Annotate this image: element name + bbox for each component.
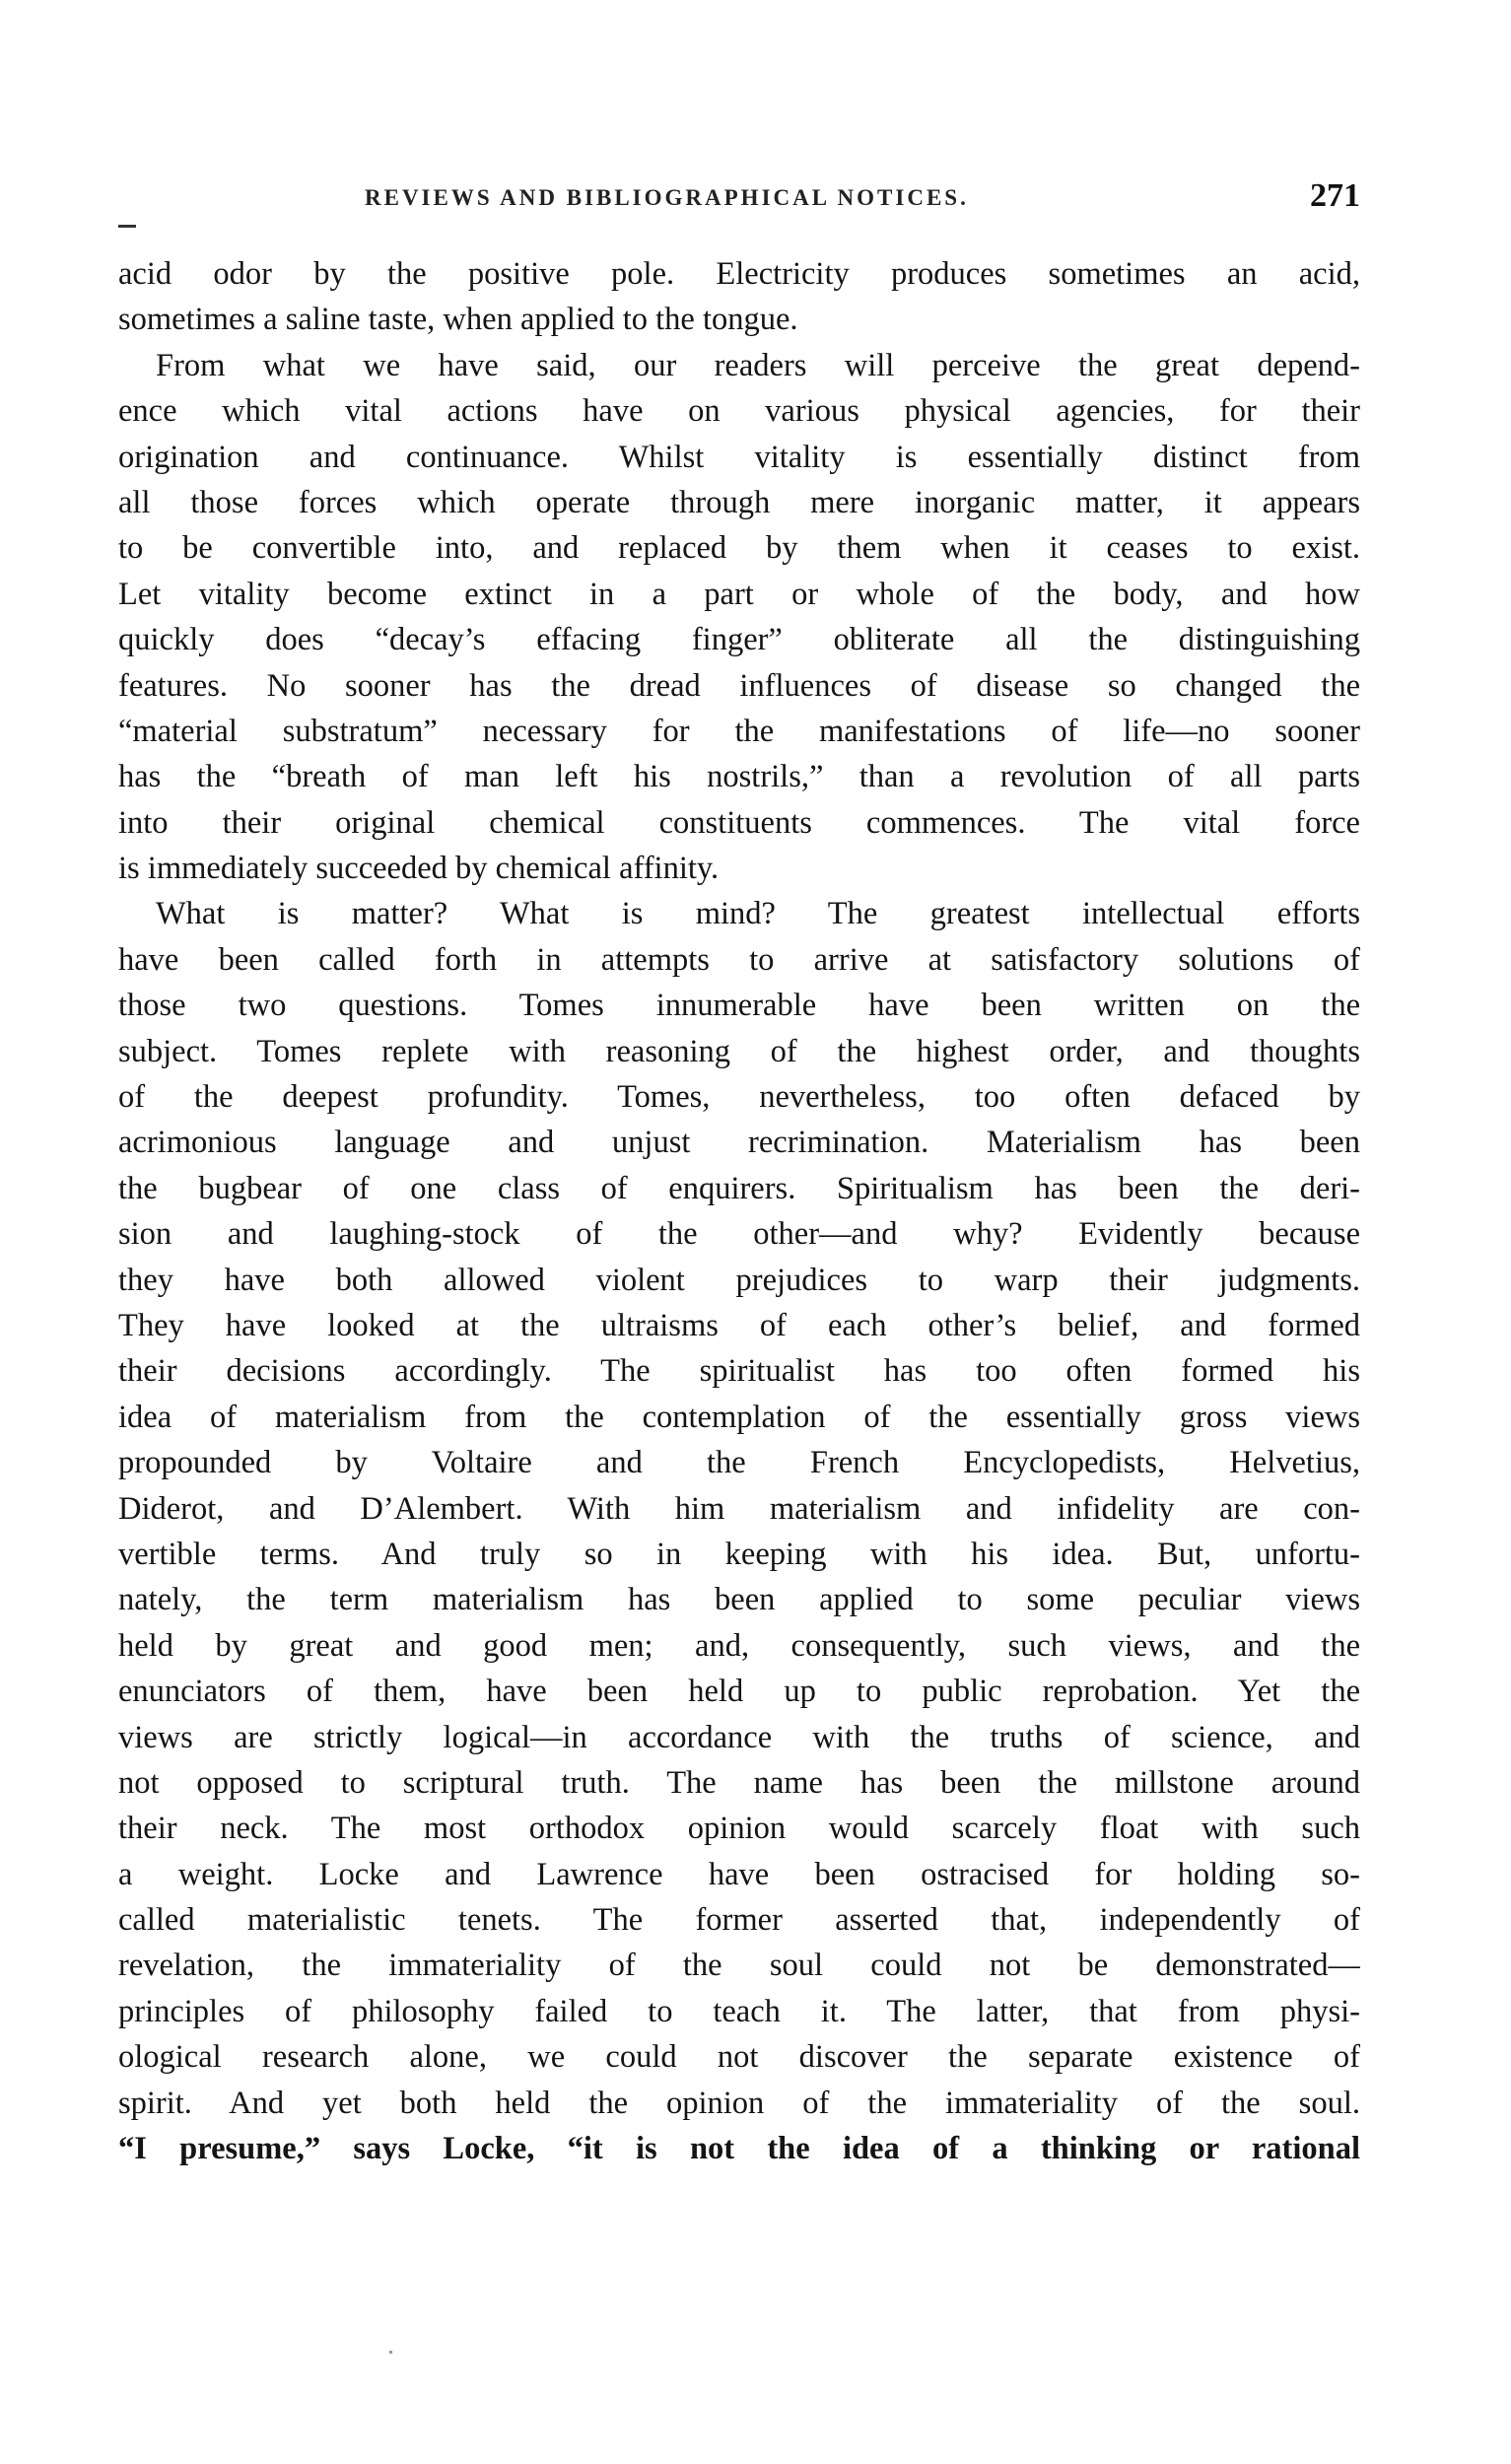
text-line: ological research alone, we could not discover the separate existence of: [118, 2039, 1360, 2076]
text-line: into their original chemical constituents commences. The vital force: [118, 804, 1360, 841]
text-line: views are strictly logical—in accordance with the truths of science, and: [118, 1719, 1360, 1755]
text-line: What is matter? What is mind? The greatest intellectual efforts: [156, 896, 1360, 932]
page-number: 271: [1310, 177, 1360, 214]
text-line: spirit. And yet both held the opinion of the immateriality of the soul.: [118, 2085, 1360, 2121]
text-line: Let vitality become extinct in a part or whole of the body, and how: [118, 576, 1360, 612]
text-line: acid odor by the positive pole. Electricity produces sometimes an acid,: [118, 256, 1360, 292]
text-line: Diderot, and D’Alembert. With him materialism and infidelity are con-: [118, 1490, 1360, 1527]
text-line: those two questions. Tomes innumerable have been written on the: [118, 988, 1360, 1024]
text-line: They have looked at the ultraisms of each other’s belief, and formed: [118, 1307, 1360, 1343]
text-line: acrimonious language and unjust recrimination. Materialism has been: [118, 1125, 1360, 1161]
text-line: have been called forth in attempts to arrive at satisfactory solutions of: [118, 941, 1360, 978]
text-line: origination and continuance. Whilst vitality is essentially distinct from: [118, 439, 1360, 475]
text-line: revelation, the immateriality of the soul could not be demonstrated—: [118, 1948, 1360, 1984]
text-line: idea of materialism from the contemplation of the essentially gross views: [118, 1399, 1360, 1435]
text-line: vertible terms. And truly so in keeping with his idea. But, unfortu-: [118, 1536, 1360, 1572]
ink-speck: [389, 2351, 392, 2354]
text-line: nately, the term materialism has been applied to some peculiar views: [118, 1582, 1360, 1618]
text-line: their decisions accordingly. The spiritualist has too often formed his: [118, 1353, 1360, 1390]
page-header: [118, 177, 1360, 225]
text-line: principles of philosophy failed to teach it. The latter, that from physi-: [118, 1993, 1360, 2029]
text-line: subject. Tomes replete with reasoning of the highest order, and thoughts: [118, 1033, 1360, 1069]
text-line: called materialistic tenets. The former asserted that, independently of: [118, 1902, 1360, 1939]
text-line: enunciators of them, have been held up to public reprobation. Yet the: [118, 1674, 1360, 1710]
text-line: not opposed to scriptural truth. The name has been the millstone around: [118, 1764, 1360, 1801]
text-line: sion and laughing-stock of the other—and why? Evidently because: [118, 1216, 1360, 1253]
text-line: held by great and good men; and, consequently, such views, and the: [118, 1627, 1360, 1664]
text-line: propounded by Voltaire and the French Encyclopedists, Helvetius,: [118, 1445, 1360, 1481]
text-line: they have both allowed violent prejudices to warp their judgments.: [118, 1262, 1360, 1298]
text-line: all those forces which operate through mere inorganic matter, it appears: [118, 484, 1360, 520]
text-line: is immediately succeeded by chemical affinity.: [118, 851, 720, 887]
running-head: REVIEWS AND BIBLIOGRAPHICAL NOTICES.: [365, 185, 969, 210]
text-line: their neck. The most orthodox opinion would scarcely float with such: [118, 1811, 1360, 1847]
text-line: ence which vital actions have on various physical agencies, for their: [118, 393, 1360, 430]
text-line: to be convertible into, and replaced by them when it ceases to exist.: [118, 530, 1360, 567]
text-line: the bugbear of one class of enquirers. Spiritualism has been the deri-: [118, 1170, 1360, 1206]
text-line: features. No sooner has the dread influences of disease so changed the: [118, 667, 1360, 704]
header-rule-mark: [118, 225, 136, 228]
text-line: From what we have said, our readers will perceive the great depend-: [156, 347, 1360, 383]
text-line: quickly does “decay’s effacing finger” obliterate all the distinguishing: [118, 622, 1360, 658]
body-text: [118, 251, 1360, 2171]
text-line: “I presume,” says Locke, “it is not the idea of a thinking or rational: [118, 2131, 1360, 2167]
text-line: of the deepest profundity. Tomes, nevertheless, too often defaced by: [118, 1079, 1360, 1116]
text-line: has the “breath of man left his nostrils,” than a revolution of all parts: [118, 759, 1360, 795]
text-line: a weight. Locke and Lawrence have been ostracised for holding so-: [118, 1856, 1360, 1892]
text-line: “material substratum” necessary for the manifestations of life—no sooner: [118, 713, 1360, 749]
text-line: sometimes a saline taste, when applied to the tongue.: [118, 302, 798, 338]
